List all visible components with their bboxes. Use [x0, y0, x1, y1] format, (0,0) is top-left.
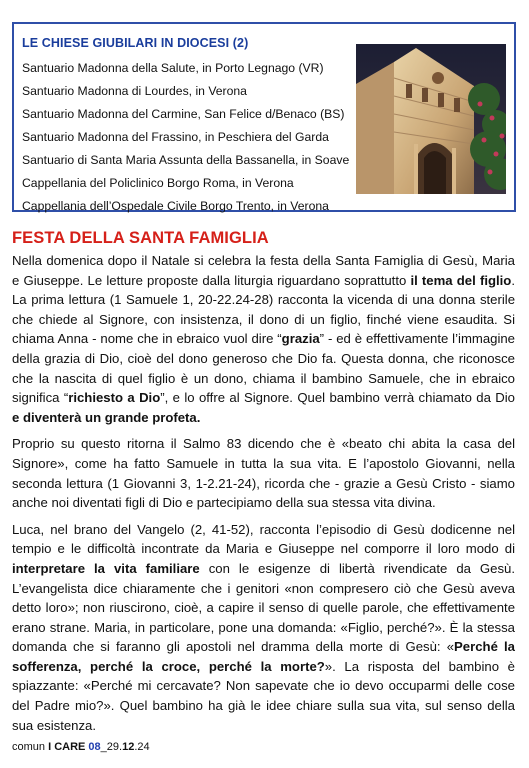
jubilee-churches-box [12, 22, 516, 212]
footer-issue-info: comun I CARE 08_29.12.24 [12, 741, 150, 753]
paragraph-3: Luca, nel brano del Vangelo (2, 41-52), racconta l’episodio di Gesù dodicenne nel tempio e le difficoltà incontrate da Maria e Giuseppe nel comporre il loro modo di interpretare la vita familiare con le esigenze di libertà rivendicate da Gesù. L’evangelista dice chiaramente che i genitori «non compresero ciò che Gesù aveva detto loro»; non riuscirono, cioè, a capire il senso di quelle parole, che effettivamente erano strane. Maria, in particolare, pone una domanda: «Figlio, perché?». È la stessa domanda che si faranno gli apostoli nel dramma della morte di Gesù: «Perché la sofferenza, perché la croce, perché la morte?». La risposta del bambino è spiazzante: «Perché mi cercavate? Non sapevate che io devo occuparmi delle cose del Padre mio?». Quel bambino ha già le idee chiare sulla sua vita, sul senso della sua esistenza. [12, 521, 515, 733]
list-item: Santuario Madonna di Lourdes, in Verona [22, 84, 247, 98]
list-item: Santuario Madonna del Carmine, San Felice d/Benaco (BS) [22, 107, 345, 121]
church-facade-photo [356, 44, 506, 194]
box-title: LE CHIESE GIUBILARI IN DIOCESI (2) [22, 36, 249, 50]
paragraph-1: Nella domenica dopo il Natale si celebra la festa della Santa Famiglia di Gesù, Maria e Giuseppe. Le letture proposte dalla liturgia riguardano soprattutto il tema del figlio. La prima lettura (1 Samuele 1, 20-22.24-28) racconta la vicenda di una donna sterile che chiede al Signore, con insistenza, il dono di un figlio, finché viene esaudita. Si chiama Anna - nome che in ebraico vuol dire “grazia” - ed è effettivamente l’immagine della grazia di Dio, cioè del dono generoso che Dio fa. Questa donna, che riconosce che la nascita di quel figlio è un dono, chiama il bambino Samuele, che in ebraico significa “richiesto a Dio”, e lo offre al Signore. Quel bambino verrà chiamato da Dio e diventerà un grande profeta. [12, 253, 515, 425]
list-item: Cappellania dell’Ospedale Civile Borgo Trento, in Verona [22, 199, 329, 213]
list-item: Santuario Madonna della Salute, in Porto Legnago (VR) [22, 61, 324, 75]
list-item: Santuario Madonna del Frassino, in Peschiera del Garda [22, 130, 329, 144]
paragraph-2: Proprio su questo ritorna il Salmo 83 dicendo che è «beato chi abita la casa del Signore», come ha fatto Samuele in tutta la sua vita. E l’apostolo Giovanni, nella seconda lettura (1 Giovanni 3, 1-2.21-24), ricorda che - grazie a Gesù Cristo - siamo anche noi diventati figli di Dio e partecipiamo della sua stessa vita divina. [12, 436, 515, 511]
list-item: Santuario di Santa Maria Assunta della Bassanella, in Soave [22, 153, 350, 167]
article-title: FESTA DELLA SANTA FAMIGLIA [12, 229, 269, 247]
article-body [12, 251, 515, 735]
church-list [22, 58, 349, 219]
list-item: Cappellania del Policlinico Borgo Roma, in Verona [22, 176, 294, 190]
